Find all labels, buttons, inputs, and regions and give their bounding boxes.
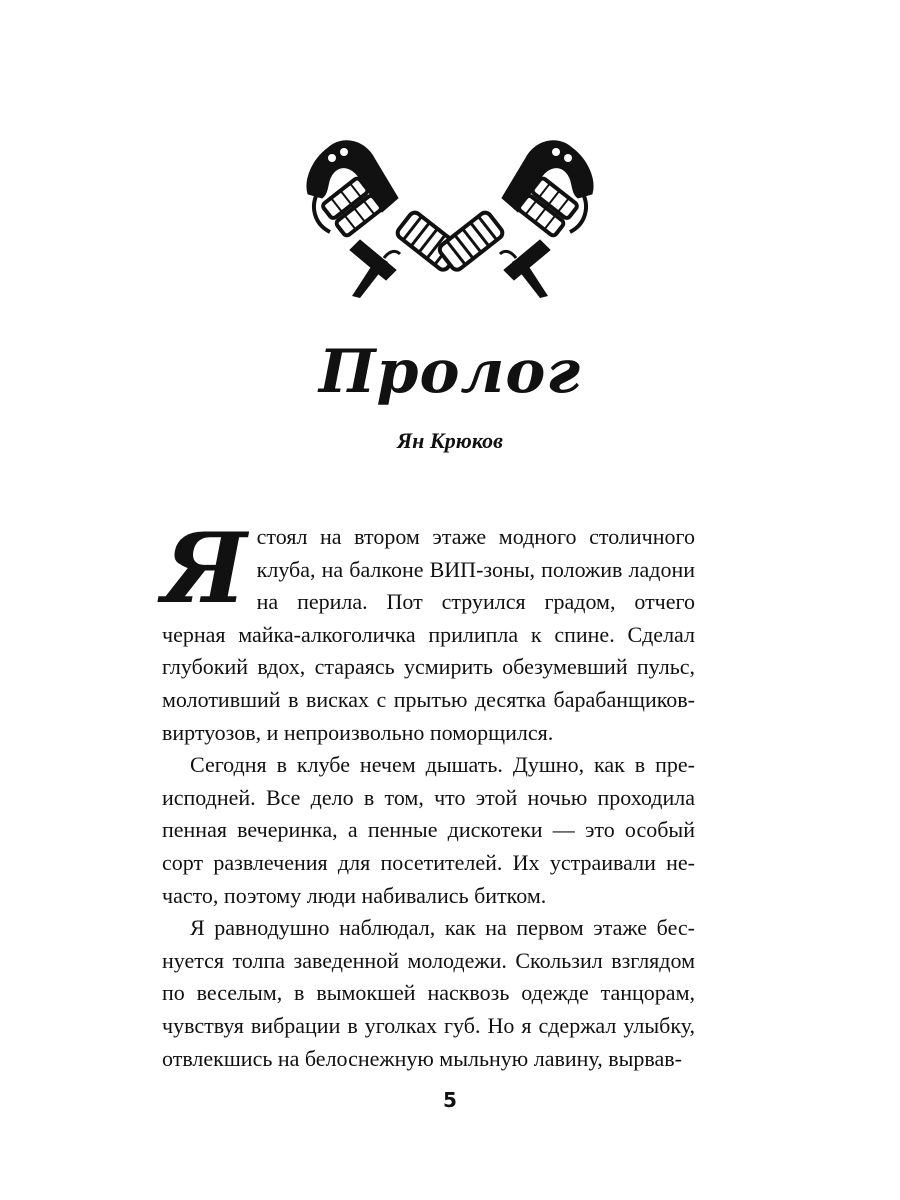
author-name: Ян Крюков bbox=[397, 428, 503, 453]
chapter-title: Пролог bbox=[318, 337, 582, 407]
crossed-tattoo-machines-icon bbox=[300, 128, 600, 304]
paragraph-3: Я равнодушно наблюдал, как на первом этаже беснуется толпа заведенной молодежи. Скользил взглядом по веселым, в вымокшей насквозь одежде танцорам, чувствуя вибрации в уголках губ. Но я сдержал улыбку, отвлекшись на белоснежную мыльную лавину, вырвав- bbox=[162, 915, 695, 1071]
page-number: 5 bbox=[443, 1088, 457, 1112]
tattoo-machine-left bbox=[307, 141, 463, 298]
body-text bbox=[162, 512, 695, 1075]
drop-cap: Я bbox=[162, 512, 247, 625]
paragraph-1-text: стоял на втором этаже модного столичного клуба, на балконе ВИП-зоны, положив ладони на перила. Пот струился градом, отчего черная майка-алкоголичка прилипла к спине. Сделал глубокий вдох, стараясь усмирить обезумевший пульс, молотивший в висках с прытью десятка барабанщиков-виртуозов, и непроизвольно поморщился. bbox=[162, 524, 695, 745]
paragraph-1 bbox=[162, 512, 695, 749]
tattoo-machine-right bbox=[437, 141, 593, 298]
paragraph-2: Сегодня в клубе нечем дышать. Душно, как в преисподней. Все дело в том, что этой ночью проходила пенная вечеринка, а пенные дискотеки — это особый сорт развлечения для посетителей. Их устраивали нечасто, поэтому люди набивались битком. bbox=[162, 752, 695, 908]
